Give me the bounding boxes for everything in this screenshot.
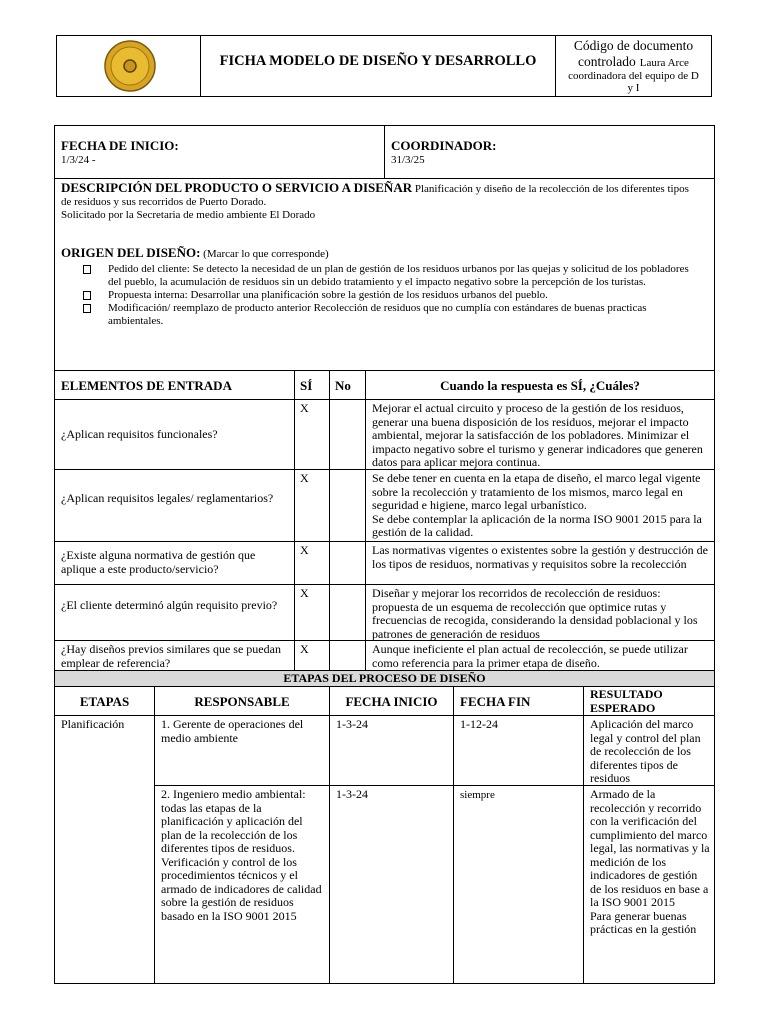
responsible-header: RESPONSABLE: [194, 694, 290, 709]
no-cell: [329, 541, 366, 585]
table-row: [54, 469, 295, 542]
no-header-cell: [329, 370, 366, 400]
table-row: [54, 541, 295, 585]
checkbox-icon[interactable]: [83, 265, 91, 274]
answer-cell: [365, 640, 715, 671]
checkbox-icon[interactable]: [83, 291, 91, 300]
origin-item: Pedido del cliente: Se detecto la necesidad de un plan de gestión de los residuos urbanos por las quejas y solicitud de los pobladores del pueblo, la acumulación de residuos sin un debido tratamiento y el impacto negativo sobre la percepción de los turistas.: [61, 263, 700, 289]
stage-name: Planificación: [61, 717, 125, 731]
end-cell: [453, 785, 584, 984]
start-date: 1-3-24: [336, 717, 368, 731]
answer-text: Se debe tener en cuenta en la etapa de diseño, el marco legal vigente sobre la recolección y tratamiento de los mismos, marco legal en seguridad e higiene, marco legal urbanístico.: [372, 471, 701, 512]
description-text: Planificación y diseño de la recolección de los diferentes tipos de residuos y sus recorridos de Puerto Dorado.: [61, 183, 689, 208]
question-text: ¿Existe alguna normativa de gestión que aplique a este producto/servicio?: [61, 548, 256, 576]
table-row: [154, 715, 330, 786]
end-date: siempre: [460, 789, 495, 801]
gold-seal-logo: [103, 39, 157, 93]
inputs-header-cell: [54, 370, 295, 400]
code-cell: [555, 35, 712, 97]
end-header-cell: [453, 686, 584, 716]
si-cell: [294, 584, 330, 641]
question-text: ¿Aplican requisitos funcionales?: [61, 427, 218, 441]
stage-header-cell: [54, 686, 155, 716]
si-cell: [294, 399, 330, 470]
origin-hint: (Marcar lo que corresponde): [200, 248, 329, 260]
no-cell: [329, 399, 366, 470]
answer-cell: [365, 399, 715, 470]
answer-cell: [365, 541, 715, 585]
answer-header-cell: [365, 370, 715, 400]
table-row: [54, 584, 295, 641]
start-cell: [329, 715, 454, 786]
question-text: ¿Hay diseños previos similares que se puedan emplear de referencia?: [61, 642, 281, 670]
question-text: ¿El cliente determinó algún requisito previo?: [61, 598, 278, 612]
si-cell: [294, 640, 330, 671]
si-mark: X: [300, 642, 309, 656]
role-line: coordinadora del equipo de D: [568, 70, 699, 82]
origin-item: Propuesta interna: Desarrollar una planificación sobre la gestión de los residuos urbanos del pueblo.: [61, 289, 700, 302]
result-cell: [583, 715, 715, 786]
role-line-2: y I: [627, 82, 640, 94]
end-header: FECHA FIN: [460, 694, 531, 709]
result-block: [590, 788, 710, 937]
end-cell: [453, 715, 584, 786]
table-row: [54, 399, 295, 470]
answer-text: Mejorar el actual circuito y proceso de la gestión de los residuos, generar una buena disposición de los residuos, mejorar el impacto ambiental, mejorar la satisfacción de los pobladores. Minimizar el impacto negativo sobre el turismo y generar indicadores que generen datos para aplicar mejora continua.: [372, 401, 703, 469]
origin-label: ORIGEN DEL DISEÑO:: [61, 245, 201, 260]
result-cell: [583, 785, 715, 984]
controlled-label: controlado: [578, 54, 636, 69]
end-date: 1-12-24: [460, 717, 498, 731]
result-text-2: Para generar buenas prácticas en la gestión: [590, 908, 697, 936]
controlled-line: [556, 54, 711, 71]
si-mark: X: [300, 401, 309, 415]
start-date: 1-3-24: [336, 787, 368, 801]
answer-text: Aunque ineficiente el plan actual de recolección, se puede utilizar como referencia para la primer etapa de diseño.: [372, 642, 688, 670]
code-label: Código de documento: [573, 38, 694, 53]
responsible-header-cell: [154, 686, 330, 716]
origin-item: Modificación/ reemplazo de producto anterior Recolección de residuos que no cumplía con estándares de buenas practicas ambientales.: [61, 302, 700, 328]
si-mark: X: [300, 543, 309, 557]
coordinator-cell: [384, 125, 715, 179]
si-cell: [294, 469, 330, 542]
coordinator-label: COORDINADOR:: [391, 138, 497, 153]
no-header: No: [335, 378, 351, 393]
stages-section-title: [54, 670, 715, 687]
description-label: DESCRIPCIÓN DEL PRODUCTO O SERVICIO A DISEÑAR: [61, 180, 413, 195]
answer-text: Las normativas vigentes o existentes sobre la gestión y destrucción de los tipos de residuos, normativas y requisitos sobre la recolección: [372, 543, 708, 571]
stage-header: ETAPAS: [79, 694, 130, 709]
si-cell: [294, 541, 330, 585]
result-header-cell: [583, 686, 715, 716]
start-header: FECHA INICIO: [345, 694, 438, 709]
stage-cell: [54, 715, 155, 984]
table-row: [54, 640, 295, 671]
document-title: FICHA MODELO DE DISEÑO Y DESARROLLO: [219, 53, 537, 69]
result-header: RESULTADO ESPERADO: [590, 687, 663, 715]
si-header-cell: [294, 370, 330, 400]
answer-text: Diseñar y mejorar los recorridos de recolección de residuos: propuesta de un esquema de recolección que optimice rutas y frecuencias de recogida, considerando la densidad poblacional y los patrones de generación de residuos: [372, 586, 698, 641]
responsible-text: 2. Ingeniero medio ambiental: todas las etapas de la planificación y aplicación del plan de la recolección de los diferentes tipos de residuos. Verificación y control de los procedimientos técnicos y el armado de indicadores de calidad sobre la gestión de residuos basado en la ISO 9001 2015: [161, 787, 322, 923]
title-cell: [200, 35, 556, 97]
start-cell: [329, 785, 454, 984]
no-cell: [329, 584, 366, 641]
table-row: [154, 785, 330, 984]
no-cell: [329, 469, 366, 542]
origin-list: [61, 263, 700, 328]
description-block: [61, 181, 700, 222]
responsible-text: 1. Gerente de operaciones del medio ambiente: [161, 717, 304, 745]
answer-block: [372, 472, 710, 540]
start-date-label: FECHA DE INICIO:: [61, 138, 179, 153]
answer-cell: [365, 469, 715, 542]
si-mark: X: [300, 471, 309, 485]
logo-cell: [56, 35, 201, 97]
controlled-by: Laura Arce: [639, 57, 689, 69]
design-form: [54, 125, 715, 984]
checkbox-icon[interactable]: [83, 304, 91, 313]
start-header-cell: [329, 686, 454, 716]
coordinator-value: 31/3/25: [391, 154, 425, 166]
si-mark: X: [300, 586, 309, 600]
start-date-cell: [54, 125, 385, 179]
question-text: ¿Aplican requisitos legales/ reglamentarios?: [61, 491, 274, 505]
origin-block: [61, 246, 700, 328]
answer-text-2: Se debe contemplar la aplicación de la norma ISO 9001 2015 para la gestión de la calidad.: [372, 511, 702, 539]
inputs-header: ELEMENTOS DE ENTRADA: [61, 378, 232, 393]
result-text: Aplicación del marco legal y control del plan de recolección de los diferentes tipos de residuos: [590, 717, 701, 785]
description-cell: [54, 178, 715, 371]
answer-header: Cuando la respuesta es SÍ, ¿Cuáles?: [440, 378, 640, 393]
document-header: [56, 35, 712, 97]
result-text: Armado de la recolección y recorrido con la verificación del cumplimiento del marco legal, las normativas y la medición de los indicadores de gestión de los residuos en base a la ISO 9001 2015: [590, 787, 710, 909]
stages-title: ETAPAS DEL PROCESO DE DISEÑO: [283, 671, 486, 685]
si-header: SÍ: [300, 378, 313, 393]
answer-cell: [365, 584, 715, 641]
no-cell: [329, 640, 366, 671]
start-date-value: 1/3/24 -: [61, 154, 96, 166]
description-text-2: Solicitado por la Secretaria de medio ambiente El Dorado: [61, 209, 316, 221]
